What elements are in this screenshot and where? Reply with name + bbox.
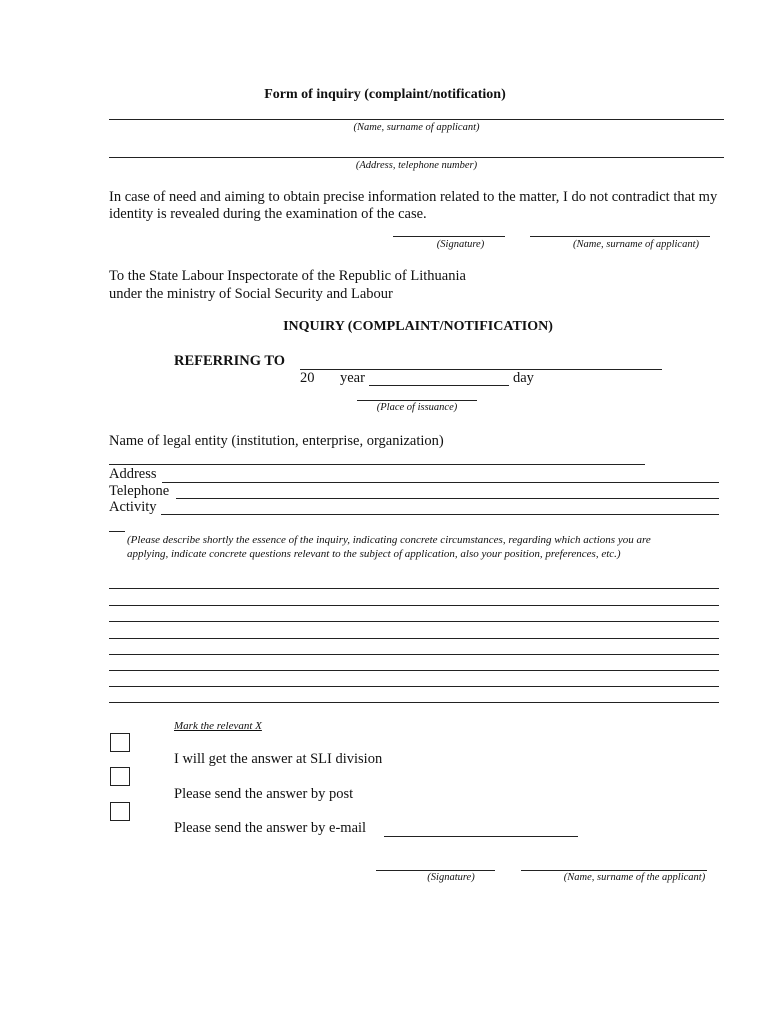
checkbox-sli[interactable] xyxy=(110,733,130,752)
place-of-issuance-caption: (Place of issuance) xyxy=(376,402,458,413)
applicant-name-line[interactable] xyxy=(109,119,724,120)
consent-text: In case of need and aiming to obtain precise information related to the matter, I do not contradict that my identity is revealed during the examination of the case. xyxy=(109,189,718,222)
month-line[interactable] xyxy=(369,385,509,386)
recipient-line-1: To the State Labour Inspectorate of the Republic of Lithuania xyxy=(109,268,466,284)
activity-continuation-line[interactable] xyxy=(109,531,125,532)
description-line[interactable] xyxy=(109,638,719,639)
year-prefix: 20 xyxy=(300,370,315,386)
checkbox-post[interactable] xyxy=(110,767,130,786)
telephone-line[interactable] xyxy=(176,498,719,499)
description-line[interactable] xyxy=(109,605,719,606)
description-line[interactable] xyxy=(109,621,719,622)
applicant-name-caption: (Name, surname of applicant) xyxy=(353,122,480,133)
description-line[interactable] xyxy=(109,702,719,703)
form-title: Form of inquiry (complaint/notification) xyxy=(264,87,506,102)
consent-signature-caption: (Signature) xyxy=(436,239,485,250)
description-line[interactable] xyxy=(109,654,719,655)
address-phone-line[interactable] xyxy=(109,157,724,158)
telephone-label: Telephone xyxy=(109,483,170,499)
option-sli-label: I will get the answer at SLI division xyxy=(174,751,383,767)
option-email-label: Please send the answer by e-mail xyxy=(174,820,367,836)
bottom-signature-caption: (Signature) xyxy=(427,872,475,883)
checkbox-email[interactable] xyxy=(110,802,130,821)
bottom-signature-line[interactable] xyxy=(376,870,495,871)
activity-label: Activity xyxy=(109,499,157,515)
address-label: Address xyxy=(109,466,157,482)
place-of-issuance-line[interactable] xyxy=(357,400,477,401)
day-label: day xyxy=(513,370,534,386)
consent-name-line[interactable] xyxy=(530,236,710,237)
description-instructions: (Please describe shortly the essence of the inquiry, indicating concrete circumstances, regarding which actions you are applying, indicate concrete questions relevant to the subject of application, also your position, preferences, etc.) xyxy=(127,534,651,560)
recipient-line-2: under the ministry of Social Security and Labour xyxy=(109,286,393,302)
bottom-name-line[interactable] xyxy=(521,870,707,871)
consent-name-caption: (Name, surname of applicant) xyxy=(573,239,699,250)
consent-signature-line[interactable] xyxy=(393,236,505,237)
activity-line[interactable] xyxy=(161,514,719,515)
address-phone-caption: (Address, telephone number) xyxy=(355,160,478,171)
year-label: year xyxy=(340,370,365,386)
legal-entity-line[interactable] xyxy=(109,464,645,465)
mark-relevant-label: Mark the relevant X xyxy=(174,720,262,732)
referring-to-label: REFERRING TO xyxy=(174,353,286,369)
description-line[interactable] xyxy=(109,686,719,687)
option-post-label: Please send the answer by post xyxy=(174,786,354,802)
inquiry-heading: INQUIRY (COMPLAINT/NOTIFICATION) xyxy=(283,319,553,334)
bottom-name-caption: (Name, surname of the applicant) xyxy=(563,872,706,883)
address-line[interactable] xyxy=(162,482,719,483)
description-line[interactable] xyxy=(109,588,719,589)
email-line[interactable] xyxy=(384,836,578,837)
description-line[interactable] xyxy=(109,670,719,671)
legal-entity-label: Name of legal entity (institution, enterprise, organization) xyxy=(109,433,444,449)
